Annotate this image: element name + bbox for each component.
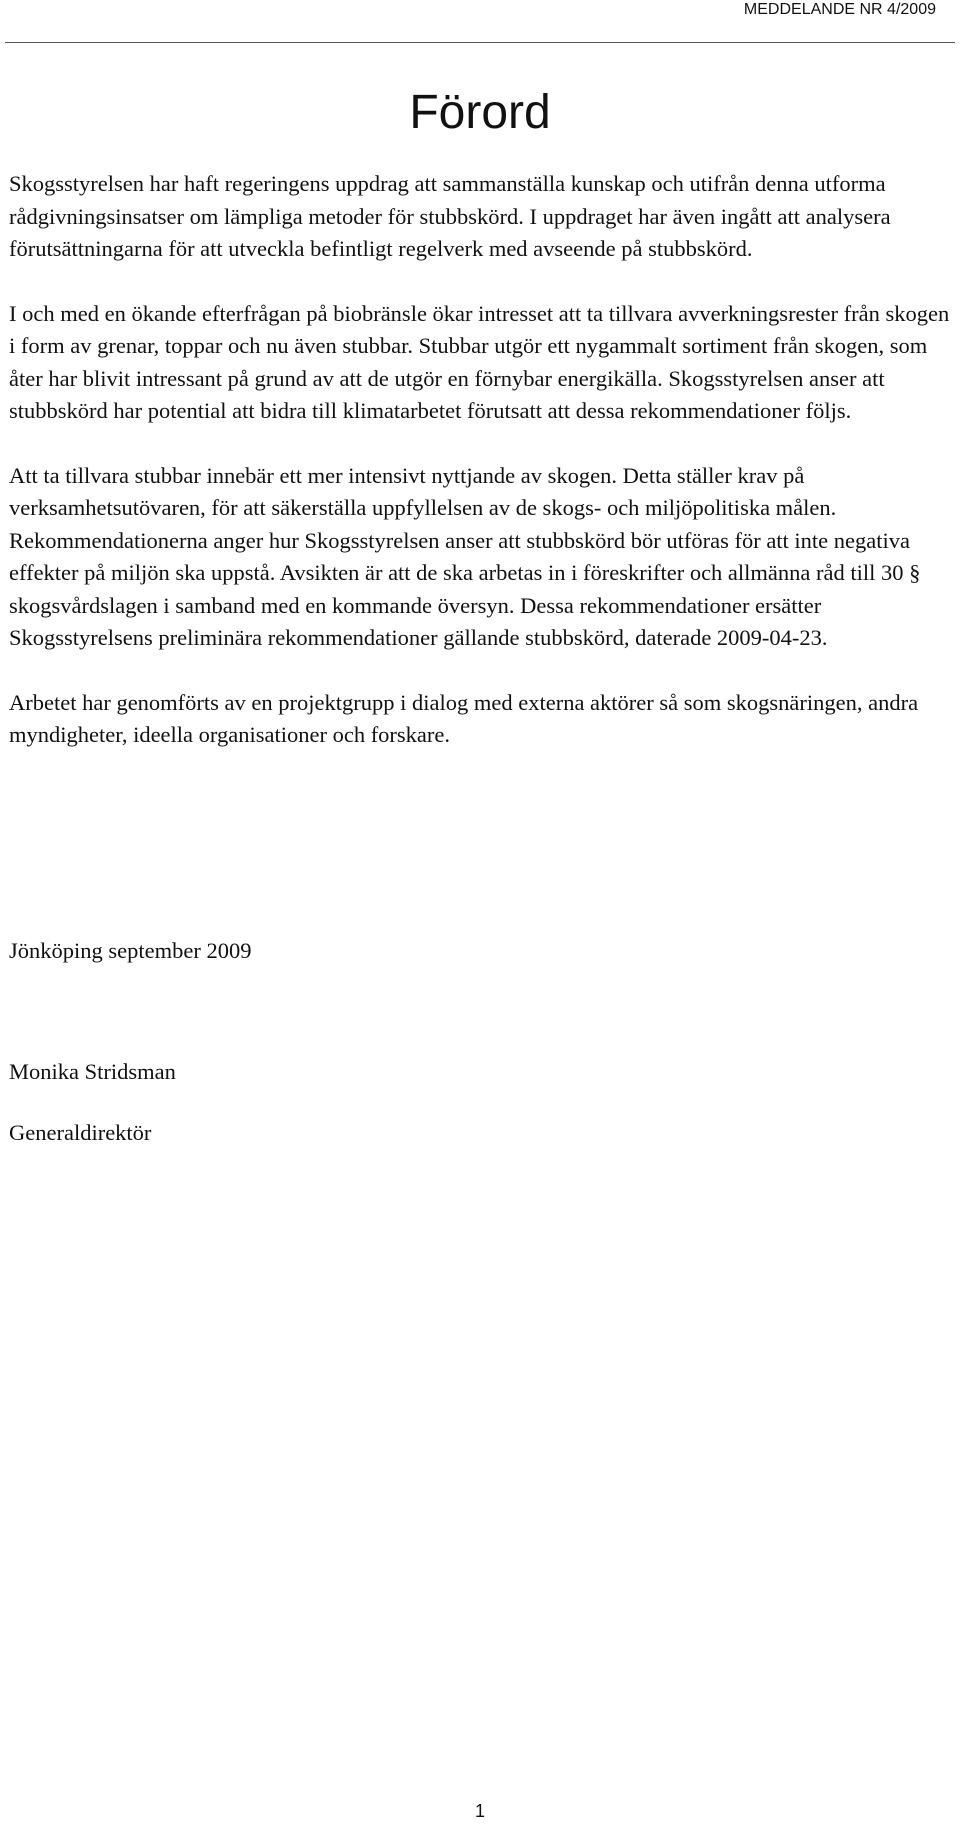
paragraph: Att ta tillvara stubbar innebär ett mer intensivt nyttjande av skogen. Detta ställer krav på verksamhetsutövaren, för att säkerställa uppfyllelsen av de skogs- och miljöpolitiska målen. Rekommendationerna anger hur Skogsstyrelsen anser att stubbskörd bör utföras för att inte negativa effekter på miljön ska uppstå. Avsikten är att de ska arbetas in i föreskrifter och allmänna råd till 30 § skogsvårdslagen i samband med en kommande översyn. Dessa rekommendationer ersätter Skogsstyrelsens preliminära rekommendationer gällande stubbskörd, daterade 2009-04-23. — [9, 462, 921, 650]
signatory-title: Generaldirektör — [9, 1120, 152, 1145]
page-number: 1 — [474, 1801, 485, 1821]
header-divider — [5, 42, 955, 43]
paragraph: Skogsstyrelsen har haft regeringens uppdrag att sammanställa kunskap och utifrån denna utforma rådgivningsinsatser om lämpliga metoder för stubbskörd. I uppdraget har även ingått att analysera förutsättningarna för att utveckla befintligt regelverk med avseende på stubbskörd. — [9, 171, 891, 261]
foreword-body — [9, 168, 953, 784]
signatory-name: Monika Stridsman — [9, 1059, 176, 1084]
running-header: MEDDELANDE NR 4/2009 — [743, 1, 936, 18]
page-title: Förord — [409, 86, 551, 139]
paragraph: Arbetet har genomförts av en projektgrupp i dialog med externa aktörer så som skogsnäringen, andra myndigheter, ideella organisationer och forskare. — [9, 689, 919, 747]
paragraph: I och med en ökande efterfrågan på biobränsle ökar intresset att ta tillvara avverkningsrester från skogen i form av grenar, toppar och nu även stubbar. Stubbar utgör ett nygammalt sortiment från skogen, som åter har blivit intressant på grund av att de utgör en förnybar energikälla. Skogsstyrelsen anser att stubbskörd har potential att bidra till klimatarbetet förutsatt att dessa rekommendationer följs. — [9, 300, 950, 423]
place-date: Jönköping september 2009 — [9, 938, 252, 963]
